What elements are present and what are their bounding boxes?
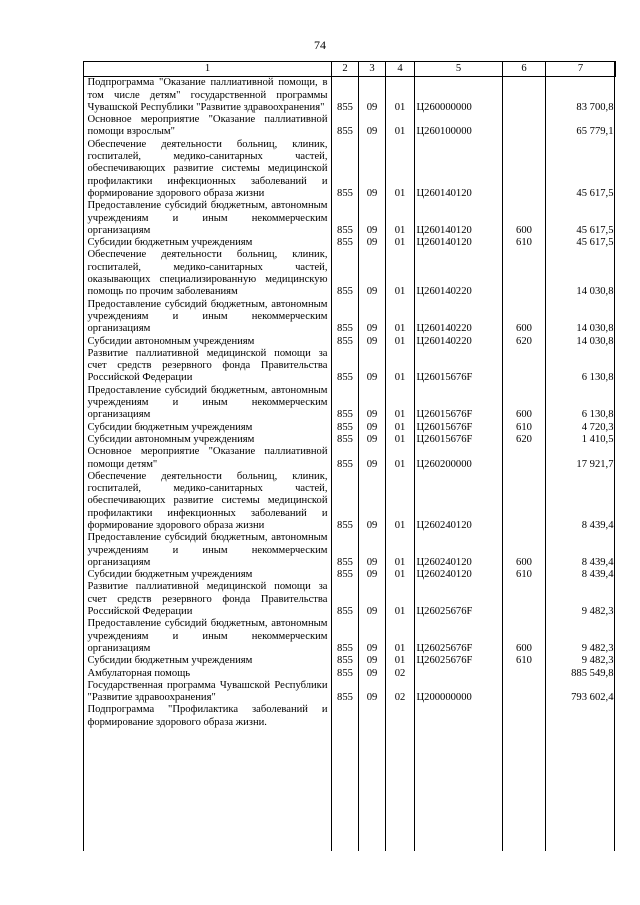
row-subsection: 01 [394,335,406,347]
row-grbs: 855 [337,286,353,298]
row-expense-type: 600 [516,409,532,421]
header-col-1: 1 [84,62,332,77]
row-name: Обеспечение деятельности больниц, клиник, госпиталей, медико-санитарных частей, оказывающих специализированную медицинскую помощь по прочим заболеваниям [87,249,328,298]
row-grbs: 855 [337,101,353,113]
row-expense-type [503,77,546,114]
row-section: 09 [366,655,378,667]
row-grbs: 855 [337,655,353,667]
table-row [84,114,616,139]
row-grbs: 855 [337,224,353,236]
row-subsection: 01 [394,126,406,138]
table-row [84,569,616,581]
row-target-article: Ц260100000 [416,126,472,138]
row-amount: 14 030,8 [576,335,614,347]
row-grbs: 855 [337,372,353,384]
row-expense-type [503,680,546,705]
row-subsection: 02 [394,667,406,679]
row-grbs: 855 [337,421,353,433]
row-target-article: Ц26015676F [416,372,473,384]
row-target-article: Ц260140120 [416,237,472,249]
row-expense-type [503,668,546,680]
row-expense-type [503,348,546,385]
row-name: Предоставление субсидий бюджетным, автономным учреждениям и иным некоммерческим организациям [87,384,328,421]
row-target-article: Ц260140220 [416,335,472,347]
row-grbs [332,704,359,729]
row-section: 09 [366,101,378,113]
table-row [84,532,616,569]
row-expense-type [503,446,546,471]
row-grbs: 855 [337,126,353,138]
row-expense-type [503,114,546,139]
header-col-2: 2 [332,62,359,77]
row-amount: 1 410,5 [581,433,614,445]
row-subsection: 01 [394,519,406,531]
row-section: 09 [366,642,378,654]
table-row [84,299,616,336]
row-grbs: 855 [337,642,353,654]
row-section: 09 [366,372,378,384]
row-grbs: 855 [337,187,353,199]
row-section: 09 [366,187,378,199]
header-col-3: 3 [359,62,386,77]
row-grbs: 855 [337,335,353,347]
row-section: 09 [366,458,378,470]
row-name: Предоставление субсидий бюджетным, автономным учреждениям и иным некоммерческим организациям [87,618,328,654]
row-expense-type [503,249,546,298]
row-expense-type [503,704,546,729]
row-name: Обеспечение деятельности больниц, клиник, госпиталей, медико-санитарных частей, обеспечивающих развитие системы медицинской профилактики инфекционных заболеваний и формирование здорового образа жизни [87,138,328,199]
row-amount: 9 482,3 [581,655,614,667]
row-grbs: 855 [337,556,353,568]
row-name: Субсидии бюджетным учреждениям [87,655,253,667]
row-target-article: Ц26015676F [416,433,473,445]
row-subsection: 01 [394,224,406,236]
row-target-article: Ц26025676F [416,655,473,667]
budget-table [83,61,616,729]
row-section: 09 [366,286,378,298]
table-row [84,200,616,237]
table-row [84,348,616,385]
row-expense-type [503,471,546,532]
row-name: Государственная программа Чувашской Республики "Развитие здравоохранения" [87,679,328,704]
row-amount: 45 617,5 [576,187,614,199]
table-row [84,655,616,667]
table-row [84,385,616,422]
row-name: Развитие паллиативной медицинской помощи за счет средств резервного фонда Правительства Российской Федерации [87,581,328,618]
row-amount: 4 720,3 [581,421,614,433]
row-target-article: Ц260000000 [416,101,472,113]
row-amount: 8 439,4 [581,569,614,581]
row-target-article: Ц26025676F [416,606,473,618]
table-row [84,680,616,705]
row-name: Субсидии бюджетным учреждениям [87,421,253,433]
table-row [84,471,616,532]
row-target-article: Ц260140220 [416,286,472,298]
row-amount: 6 130,8 [581,409,614,421]
row-subsection: 01 [394,372,406,384]
row-target-article: Ц260240120 [416,569,472,581]
row-target-article [415,704,503,729]
header-col-4: 4 [386,62,415,77]
row-target-article: Ц26025676F [416,642,473,654]
row-target-article: Ц260240120 [416,556,472,568]
row-name: Амбулаторная помощь [87,667,191,679]
row-name: Предоставление субсидий бюджетным, автономным учреждениям и иным некоммерческим организациям [87,298,328,335]
row-subsection: 01 [394,421,406,433]
row-amount: 8 439,4 [581,519,614,531]
row-section: 09 [366,421,378,433]
row-expense-type: 610 [516,569,532,581]
table-row [84,434,616,446]
row-subsection: 01 [394,655,406,667]
row-amount: 14 030,8 [576,323,614,335]
table-row [84,77,616,114]
row-expense-type: 620 [516,433,532,445]
row-name: Субсидии бюджетным учреждениям [87,569,253,581]
row-amount: 8 439,4 [581,556,614,568]
row-target-article: Ц260140120 [416,187,472,199]
row-subsection: 01 [394,286,406,298]
table-row [84,422,616,434]
row-expense-type: 600 [516,642,532,654]
table-header [84,62,616,77]
row-subsection: 01 [394,569,406,581]
row-grbs: 855 [337,692,353,704]
row-expense-type: 610 [516,237,532,249]
row-amount [546,704,616,729]
row-expense-type: 600 [516,556,532,568]
table-row [84,237,616,249]
row-section: 09 [366,692,378,704]
row-amount: 45 617,5 [576,224,614,236]
row-target-article: Ц260200000 [416,458,472,470]
row-grbs: 855 [337,606,353,618]
header-col-5: 5 [415,62,503,77]
row-amount: 9 482,3 [581,606,614,618]
row-grbs: 855 [337,237,353,249]
row-amount: 83 700,8 [576,101,614,113]
row-section: 09 [366,409,378,421]
row-name: Подпрограмма "Оказание паллиативной помощи, в том числе детям" государственной программы Чувашской Республики "Развитие здравоохранения" [87,77,328,113]
row-section: 09 [366,667,378,679]
row-section: 09 [366,335,378,347]
row-section: 09 [366,323,378,335]
table-row [84,336,616,348]
row-subsection [386,704,415,729]
row-grbs: 855 [337,519,353,531]
row-name: Предоставление субсидий бюджетным, автономным учреждениям и иным некоммерческим организациям [87,200,328,236]
row-amount: 17 921,7 [576,458,614,470]
row-target-article: Ц26015676F [416,409,473,421]
row-subsection: 01 [394,101,406,113]
row-target-article [415,668,503,680]
table-row [84,249,616,298]
table-body [84,77,616,729]
row-subsection: 01 [394,409,406,421]
row-subsection: 01 [394,642,406,654]
row-expense-type [503,139,546,200]
row-subsection: 01 [394,606,406,618]
row-amount: 65 779,1 [576,126,614,138]
row-subsection: 02 [394,692,406,704]
row-subsection: 01 [394,433,406,445]
page-number: 74 [314,38,326,52]
row-amount: 14 030,8 [576,286,614,298]
row-name: Предоставление субсидий бюджетным, автономным учреждениям и иным некоммерческим организациям [87,532,328,568]
row-grbs: 855 [337,569,353,581]
row-section [359,704,386,729]
row-expense-type: 610 [516,421,532,433]
row-subsection: 01 [394,187,406,199]
row-section: 09 [366,224,378,236]
row-target-article: Ц200000000 [416,692,472,704]
row-name: Субсидии автономным учреждениям [87,433,255,445]
row-section: 09 [366,519,378,531]
row-name: Субсидии автономным учреждениям [87,335,255,347]
row-subsection: 01 [394,458,406,470]
row-amount: 45 617,5 [576,237,614,249]
row-subsection: 01 [394,237,406,249]
header-col-6: 6 [503,62,546,77]
row-expense-type: 620 [516,335,532,347]
row-name: Основное мероприятие "Оказание паллиативной помощи взрослым" [87,114,328,138]
row-name: Основное мероприятие "Оказание паллиативной помощи детям" [87,446,328,470]
row-grbs: 855 [337,409,353,421]
table-row [84,704,616,729]
header-row [84,62,616,77]
row-amount: 6 130,8 [581,372,614,384]
table-row [84,446,616,471]
row-target-article: Ц260140220 [416,323,472,335]
row-section: 09 [366,569,378,581]
row-name: Развитие паллиативной медицинской помощи за счет средств резервного фонда Правительства Российской Федерации [87,347,328,384]
row-subsection: 01 [394,323,406,335]
row-subsection: 01 [394,556,406,568]
row-target-article: Ц260140120 [416,224,472,236]
row-grbs: 855 [337,323,353,335]
row-section: 09 [366,433,378,445]
row-expense-type: 610 [516,655,532,667]
row-section: 09 [366,606,378,618]
row-section: 09 [366,556,378,568]
table-row [84,668,616,680]
row-name: Подпрограмма "Профилактика заболеваний и формирование здорового образа жизни. [87,704,328,728]
row-grbs: 855 [337,433,353,445]
row-section: 09 [366,126,378,138]
row-amount: 9 482,3 [581,642,614,654]
row-name: Субсидии бюджетным учреждениям [87,237,253,249]
row-expense-type: 600 [516,323,532,335]
row-amount: 885 549,8 [571,667,614,679]
row-expense-type: 600 [516,224,532,236]
table-row [84,618,616,655]
row-amount: 793 602,4 [571,692,614,704]
row-target-article: Ц26015676F [416,421,473,433]
row-section: 09 [366,237,378,249]
table-row [84,581,616,618]
row-target-article: Ц260240120 [416,519,472,531]
header-col-7: 7 [546,62,616,77]
row-grbs: 855 [337,458,353,470]
row-expense-type [503,581,546,618]
row-grbs: 855 [337,667,353,679]
row-name: Обеспечение деятельности больниц, клиник, госпиталей, медико-санитарных частей, обеспечивающих развитие системы медицинской профилактики инфекционных заболеваний и формирование здорового образа жизни [87,470,328,531]
table-row [84,139,616,200]
